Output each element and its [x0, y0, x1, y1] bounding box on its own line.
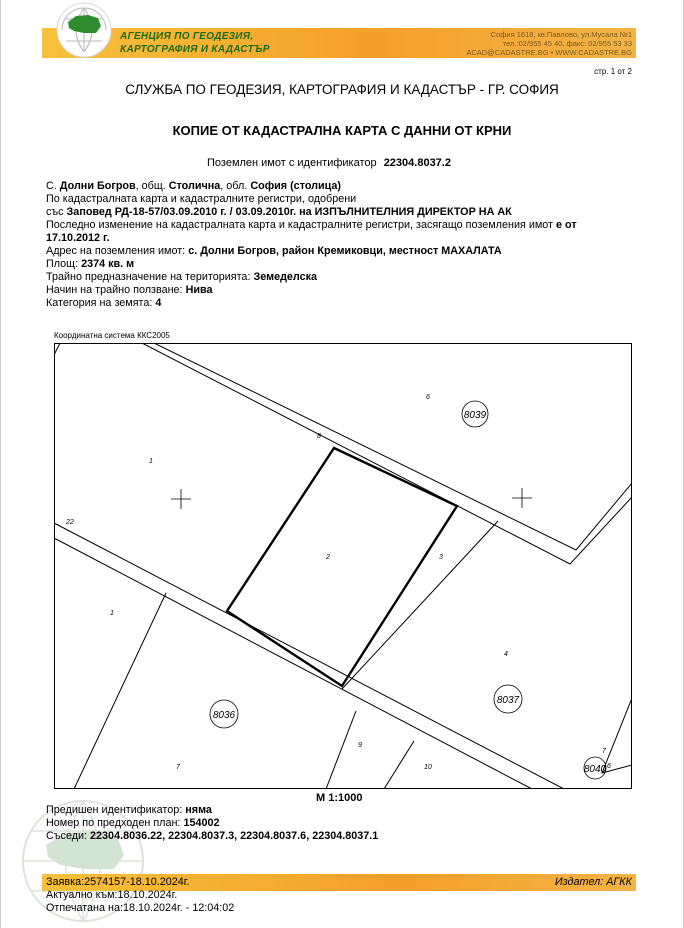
agency-name [120, 30, 270, 56]
parcel-num-4: 4 [504, 651, 508, 658]
location-line [46, 180, 646, 193]
neighbors-line [46, 830, 378, 843]
parcel-num-3: 3 [439, 554, 443, 561]
area-label: Площ: [46, 258, 82, 270]
village-name: Долни Богров [59, 180, 136, 192]
address-value: с. Долни Богров, район Кремиковци, местност МАХАЛАТА [188, 245, 502, 257]
parcel-num-1-top: 1 [149, 458, 153, 465]
additional-info [46, 804, 378, 843]
usage-value: Нива [185, 284, 213, 296]
plan-number-line [46, 817, 378, 830]
parcel-num-22: 22 [66, 519, 74, 526]
neighbors-label: Съседи: [46, 830, 91, 842]
purpose-line [46, 271, 646, 284]
loc-prefix: С. [46, 180, 60, 192]
order-value: Заповед РД-18-57/03.09.2010 г. / 03.09.2010г. на ИЗПЪЛНИТЕЛНИЯ ДИРЕКТОР НА АК [66, 206, 512, 218]
parcel-num-9: 9 [358, 742, 362, 749]
page-number: стр. 1 от 2 [594, 67, 632, 76]
category-line [46, 297, 646, 310]
agency-name-line-2: КАРТОГРАФИЯ И КАДАСТЪР [120, 44, 270, 55]
address-label: Адрес на поземления имот: [46, 245, 189, 257]
block-label-8036: 8036 [212, 710, 236, 721]
property-identifier [207, 157, 451, 169]
usage-line [46, 284, 646, 297]
parcel-num-8: 8 [317, 433, 321, 440]
category-label: Категория на земята: [46, 297, 156, 309]
last-change-line [46, 219, 646, 232]
block-label-8037: 8037 [496, 695, 520, 706]
municipality-name: Столична [168, 180, 221, 192]
last-change-suffix: е от [555, 219, 577, 231]
parcel-num-1-bottom: 1 [110, 610, 114, 617]
address-line [46, 245, 646, 258]
coordinate-system: Координатна система ККС2005 [54, 331, 170, 340]
issuer: Издател: АГКК [554, 876, 632, 888]
previous-id-label: Предишен идентификатор: [46, 804, 186, 816]
parcel-num-10: 10 [424, 764, 432, 771]
block-label-8039: 8039 [463, 410, 487, 421]
previous-id-value: няма [185, 804, 212, 816]
loc-sep-1: , общ. [135, 180, 169, 192]
loc-sep-2: , обл. [220, 180, 251, 192]
contact-email: ACAD@CADASTRE.BG • WWW.CADASTRE.BG [466, 48, 632, 57]
cadastral-map [54, 343, 632, 789]
footer-info [46, 876, 234, 915]
request-number: Заявка:2574157-18.10.2024г. [46, 876, 190, 888]
map-scale: М 1:1000 [316, 792, 363, 804]
last-change-date [46, 232, 646, 245]
block-label-8040: 8040 [583, 764, 607, 775]
document-title: КОПИЕ ОТ КАДАСТРАЛНА КАРТА С ДАННИ ОТ КРНИ [172, 123, 512, 138]
plan-number-label: Номер по предходен план: [46, 817, 184, 829]
identifier-value: 22304.8037.2 [383, 157, 451, 169]
parcel-num-2: 2 [326, 554, 330, 561]
plan-number-value: 154002 [183, 817, 220, 829]
contact-phone: тел.:02/955 45 40, факс: 02/955 53 33 [502, 39, 632, 48]
usage-label: Начин на трайно ползване: [46, 284, 186, 296]
area-line [46, 258, 646, 271]
service-heading: СЛУЖБА ПО ГЕОДЕЗИЯ, КАРТОГРАФИЯ И КАДАСТЪР - ГР. СОФИЯ [125, 82, 559, 97]
area-value: 2374 кв. м [81, 258, 135, 270]
approval-line: По кадастралната карта и кадастралните регистри, одобрени [46, 193, 357, 205]
last-change-date-value: 17.10.2012 г. [46, 232, 110, 244]
order-prefix: със [46, 206, 67, 218]
page-border-left [0, 0, 1, 928]
contact-info [466, 30, 632, 57]
printed-date: Отпечатана на:18.10.2024г. - 12:04:02 [46, 902, 235, 914]
region-name: София (столица) [250, 180, 342, 192]
actual-date: Актуално към:18.10.2024г. [46, 889, 178, 901]
previous-id-line [46, 804, 378, 817]
parcel-num-6: 6 [426, 394, 430, 401]
parcel-num-7-right: 7 [602, 748, 606, 755]
order-line [46, 206, 646, 219]
agency-name-line-1: АГЕНЦИЯ ПО ГЕОДЕЗИЯ, [120, 31, 254, 42]
property-details [46, 180, 646, 310]
category-value: 4 [155, 297, 162, 309]
neighbors-value: 22304.8036.22, 22304.8037.3, 22304.8037.6, 22304.8037.1 [90, 830, 379, 842]
purpose-value: Земеделска [253, 271, 318, 283]
agency-logo [54, 0, 114, 60]
parcel-num-7: 7 [176, 764, 180, 771]
contact-address: София 1618, кв.Павлово, ул.Мусала №1 [490, 30, 632, 39]
identifier-label: Поземлен имот с идентификатор [207, 157, 377, 169]
parcel-num-6-right: 6 [607, 763, 611, 770]
last-change-label: Последно изменение на кадастралната карта и кадастралните регистри, засягащо поземления имот [46, 219, 556, 231]
purpose-label: Трайно предназначение на територията: [46, 271, 254, 283]
